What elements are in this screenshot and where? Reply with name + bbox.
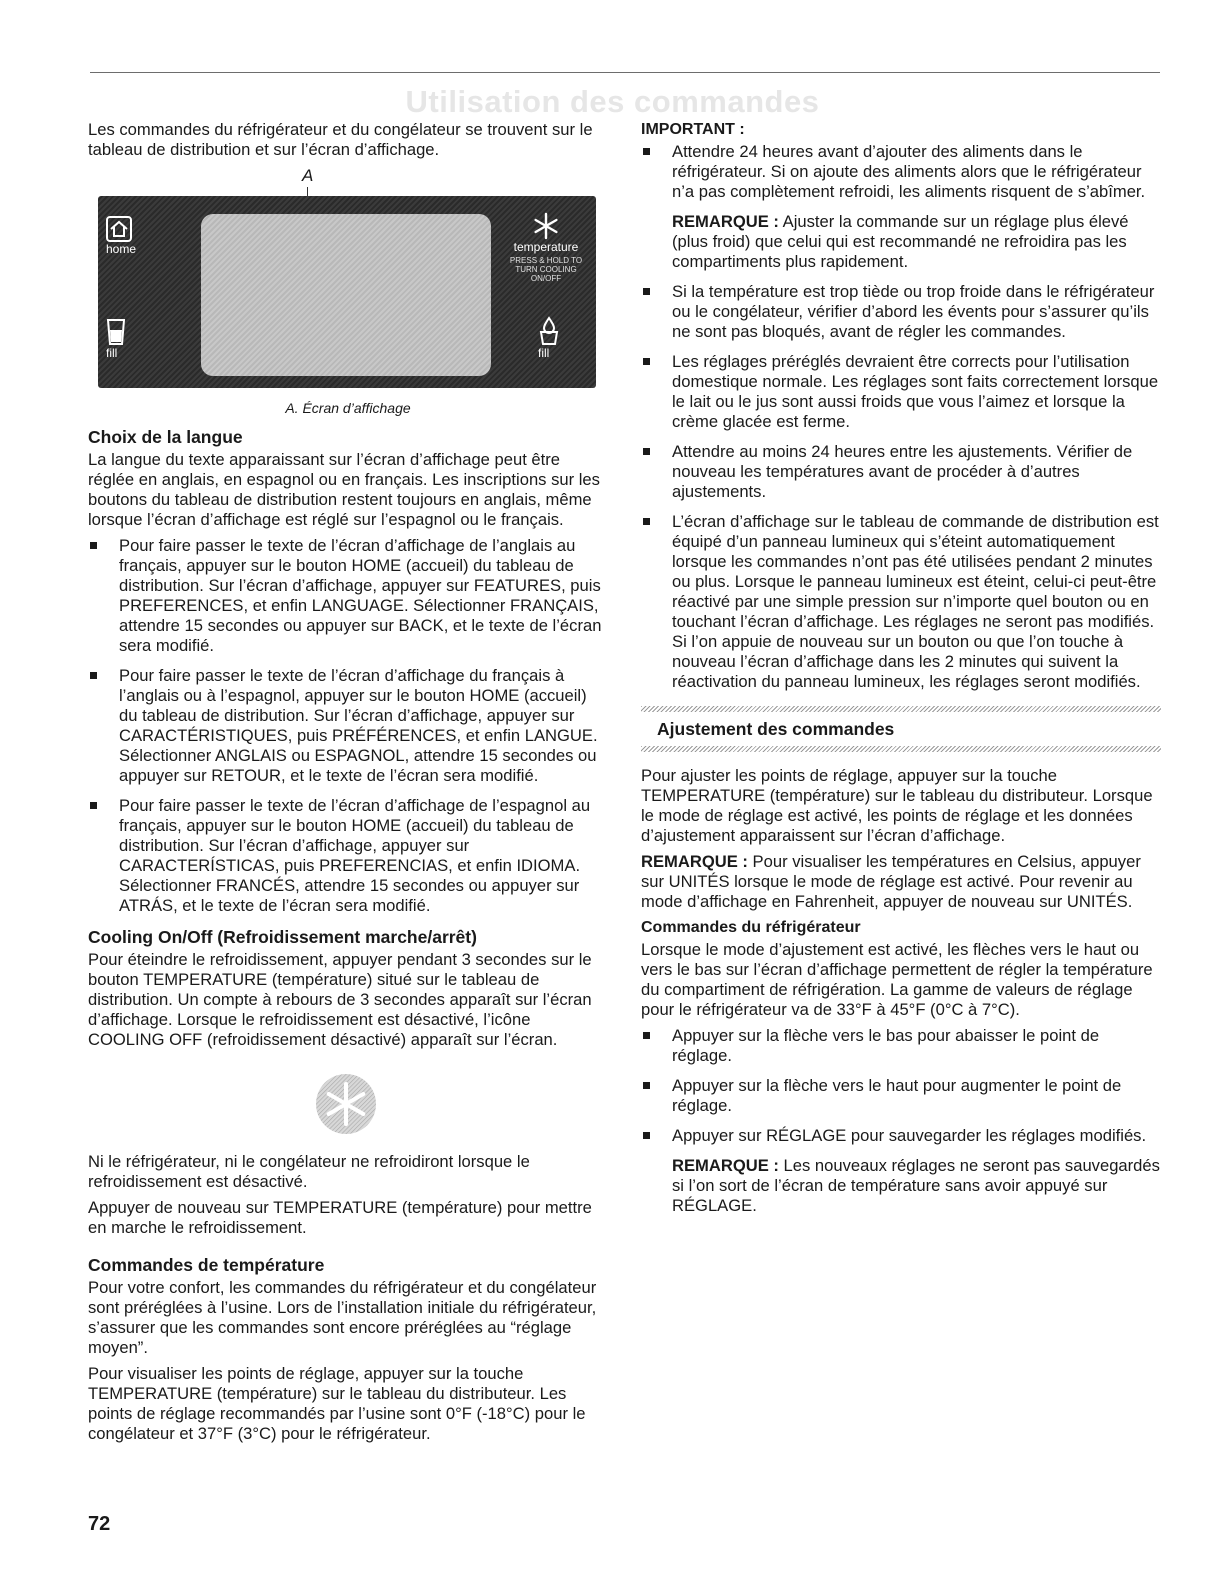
cooling-after-1: Ni le réfrigérateur, ni le congélateur ne refroidiront lorsque le refroidissement est désactivé. xyxy=(88,1152,530,1191)
control-panel-figure xyxy=(88,166,608,416)
fill-label-left: fill xyxy=(106,346,118,360)
square-bullet-icon xyxy=(643,1082,650,1089)
dispenser-panel xyxy=(98,196,596,388)
list-item: Pour faire passer le texte de l’écran d’affichage du français à l’anglais ou à l’espagnol, appuyer sur le bouton HOME (accueil) du tableau de distribution. Sur l’écran d’affichage, appuyer sur CARACTÉRISTIQUES, puis PRÉFÉRENCES, et enfin LANGUE. Sélectionner ANGLAIS ou ESPAGNOL, attendre 15 secondes ou appuyer sur RETOUR, et le texte de l’écran sera modifié. xyxy=(88,666,608,786)
list-item: L’écran d’affichage sur le tableau de commande de distribution est équipé d’un panneau lumineux qui s’éteint automatiquement lorsque les commandes n’ont pas été utilisées pendant 2 minutes ou plus. Lorsque le panneau lumineux est éteint, celui-ci peut-être réactivé par une simple pression sur n’importe quel bouton ou en touchant l’écran d’affichage. Les réglages ne seront pas modifiés. Si l’on appuie de nouveau sur un bouton ou que l’on touche à nouveau l’écran d’affichage dans les 2 minutes qui suivent la réactivation du panneau lumineux, les réglages seront modifiés. xyxy=(641,512,1161,692)
square-bullet-icon xyxy=(643,518,650,525)
ajustement-remarque: REMARQUE : Pour visualiser les températures en Celsius, appuyer sur UNITÉS lorsque le mode de réglage est activé. Pour revenir au mode d’affichage en Fahrenheit, appuyer de nouveau sur UNITÉS. xyxy=(641,852,1141,911)
list-item: Si la température est trop tiède ou trop froide dans le réfrigérateur ou le congélateur, vérifier d’abord les évents pour s’assurer qu’ils ne sont pas bloqués, avant de régler les commandes. xyxy=(641,282,1161,342)
list-item: Pour faire passer le texte de l’écran d’affichage de l’espagnol au français, appuyer sur le bouton HOME (accueil) du tableau de distribution. Sur l’écran d’affichage, appuyer sur CARACTERÍSTICAS, puis PREFERENCIAS, et enfin IDIOMA. Sélectionner FRANCÉS, attendre 15 secondes ou appuyer sur ATRÁS, et le texte de l’écran sera modifié. xyxy=(88,796,608,916)
page-number: 72 xyxy=(88,1513,111,1535)
cooling-heading: Cooling On/Off (Refroidissement marche/arrêt) xyxy=(88,927,477,947)
square-bullet-icon xyxy=(643,448,650,455)
section-bar-bottom xyxy=(641,746,1161,752)
important-list xyxy=(641,142,1161,692)
square-bullet-icon xyxy=(643,358,650,365)
langue-heading: Choix de la langue xyxy=(88,427,243,447)
snowflake-icon xyxy=(532,212,560,240)
refrigerateur-body: Lorsque le mode d’ajustement est activé, les flèches vers le haut ou vers le bas sur l’écran d’affichage permettent de régler la température du compartiment de réfrigération. La gamme de valeurs de réglage pour le réfrigérateur va de 33°F à 45°F (0°C à 7°C). xyxy=(641,940,1153,1019)
list-item: Appuyer sur la flèche vers le bas pour abaisser le point de réglage. xyxy=(641,1026,1161,1066)
refrigerateur-heading: Commandes du réfrigérateur xyxy=(641,919,861,936)
list-item: Appuyer sur la flèche vers le haut pour augmenter le point de réglage. xyxy=(641,1076,1161,1116)
right-column xyxy=(641,120,1161,1226)
ajustement-p1: Pour ajuster les points de réglage, appuyer sur la touche TEMPERATURE (température) sur le tableau du distributeur. Lorsque le mode de réglage est activé, les points de réglage et les données d’ajustement apparaissent sur l’écran d’affichage. xyxy=(641,766,1153,845)
square-bullet-icon xyxy=(643,288,650,295)
left-column xyxy=(88,120,608,1450)
square-bullet-icon xyxy=(643,1032,650,1039)
temperature-heading: Commandes de température xyxy=(88,1255,325,1275)
display-screen xyxy=(201,214,491,376)
remarque-1: REMARQUE : Ajuster la commande sur un réglage plus élevé (plus froid) que celui qui est recommandé ne refroidira pas les compartiments plus rapidement. xyxy=(672,212,1129,271)
temperature-button xyxy=(500,212,592,283)
square-bullet-icon xyxy=(90,672,97,679)
important-heading: IMPORTANT : xyxy=(641,121,745,138)
langue-body: La langue du texte apparaissant sur l’écran d’affichage peut être réglée en anglais, en espagnol ou en français. Les inscriptions sur les boutons du tableau de distribution restent toujours en anglais, même lorsque l’écran d’affichage est réglé sur l’espagnol ou le français. xyxy=(88,450,600,529)
square-bullet-icon xyxy=(90,802,97,809)
refrigerateur-remarque: REMARQUE : Les nouveaux réglages ne seront pas sauvegardés si l’on sort de l’écran de température sans avoir appuyé sur RÉGLAGE. xyxy=(672,1156,1160,1215)
square-bullet-icon xyxy=(643,1132,650,1139)
list-item: Appuyer sur RÉGLAGE pour sauvegarder les réglages modifiés. REMARQUE : Les nouveaux réglages ne seront pas sauvegardés si l’on sort de l’écran de température sans avoir appuyé sur RÉGLAGE. xyxy=(641,1126,1161,1216)
temperature-p2: Pour visualiser les points de réglage, appuyer sur la touche TEMPERATURE (température) sur le tableau du distributeur. Les points de réglage recommandés par l’usine sont 0°F (-18°C) pour le congélateur et 37°F (3°C) pour le réfrigérateur. xyxy=(88,1364,586,1443)
square-bullet-icon xyxy=(90,542,97,549)
intro-text: Les commandes du réfrigérateur et du congélateur se trouvent sur le tableau de distribution et sur l’écran d’affichage. xyxy=(88,120,593,159)
temperature-note: PRESS & HOLD TO TURN COOLING ON/OFF xyxy=(509,256,583,283)
fill-button-left xyxy=(106,318,126,360)
temperature-label: temperature xyxy=(513,240,579,254)
home-button xyxy=(106,216,136,256)
list-item: Attendre 24 heures avant d’ajouter des aliments dans le réfrigérateur. Si on ajoute des aliments alors que le réfrigérateur n’a pas complètement refroidi, les aliments risquent de s’abîmer. REMARQUE : Ajuster la commande sur un réglage plus élevé (plus froid) que celui qui est recommandé ne refroidira pas les compartiments plus rapidement. xyxy=(641,142,1161,272)
home-label: home xyxy=(106,242,137,256)
cooling-after-2: Appuyer de nouveau sur TEMPERATURE (température) pour mettre en marche le refroidissement. xyxy=(88,1198,592,1237)
temperature-p1: Pour votre confort, les commandes du réfrigérateur et du congélateur sont préréglées à l’usine. Lors de l’installation initiale du réfrigérateur, s’assurer que les commandes sont encore préréglées au “réglage moyen”. xyxy=(88,1278,597,1357)
square-bullet-icon xyxy=(643,148,650,155)
langue-list xyxy=(88,536,608,916)
figure-caption: A. Écran d’affichage xyxy=(285,400,411,416)
home-icon xyxy=(106,216,132,242)
water-glass-icon xyxy=(106,318,126,346)
fill-button-right xyxy=(538,316,560,360)
cooling-body: Pour éteindre le refroidissement, appuyer pendant 3 secondes sur le bouton TEMPERATURE (température) situé sur le tableau de distribution. Un compte à rebours de 3 secondes apparaît sur l’écran d’affichage. Lorsque le refroidissement est désactivé, l’icône COOLING OFF (refroidissement désactivé) apparaît sur l’écran. xyxy=(88,950,592,1049)
cooling-off-snowflake-icon xyxy=(314,1072,378,1136)
list-item: Pour faire passer le texte de l’écran d’affichage de l’anglais au français, appuyer sur le bouton HOME (accueil) du tableau de distribution. Sur l’écran d’affichage, appuyer sur FEATURES, puis PREFERENCES, et enfin LANGUAGE. Sélectionner FRANÇAIS, attendre 15 secondes ou appuyer sur BACK, et le texte de l’écran sera modifié. xyxy=(88,536,608,656)
top-rule xyxy=(90,72,1160,73)
refrigerateur-list xyxy=(641,1026,1161,1216)
fill-label-right: fill xyxy=(538,346,550,360)
page-title: Utilisation des commandes xyxy=(405,84,820,119)
list-item: Attendre au moins 24 heures entre les ajustements. Vérifier de nouveau les températures avant de procéder à d’autres ajustements. xyxy=(641,442,1161,502)
ajustement-heading: Ajustement des commandes xyxy=(657,719,895,739)
cooling-off-figure xyxy=(88,1072,608,1142)
list-item: Les réglages préréglés devraient être corrects pour l’utilisation domestique normale. Les réglages sont faits correctement lorsque le lait ou le jus sont aussi froids que vous l’aimez et lorsque la crème glacée est ferme. xyxy=(641,352,1161,432)
figure-label-a: A xyxy=(302,166,314,185)
section-bar-top xyxy=(641,706,1161,712)
water-drop-glass-icon xyxy=(538,316,560,346)
